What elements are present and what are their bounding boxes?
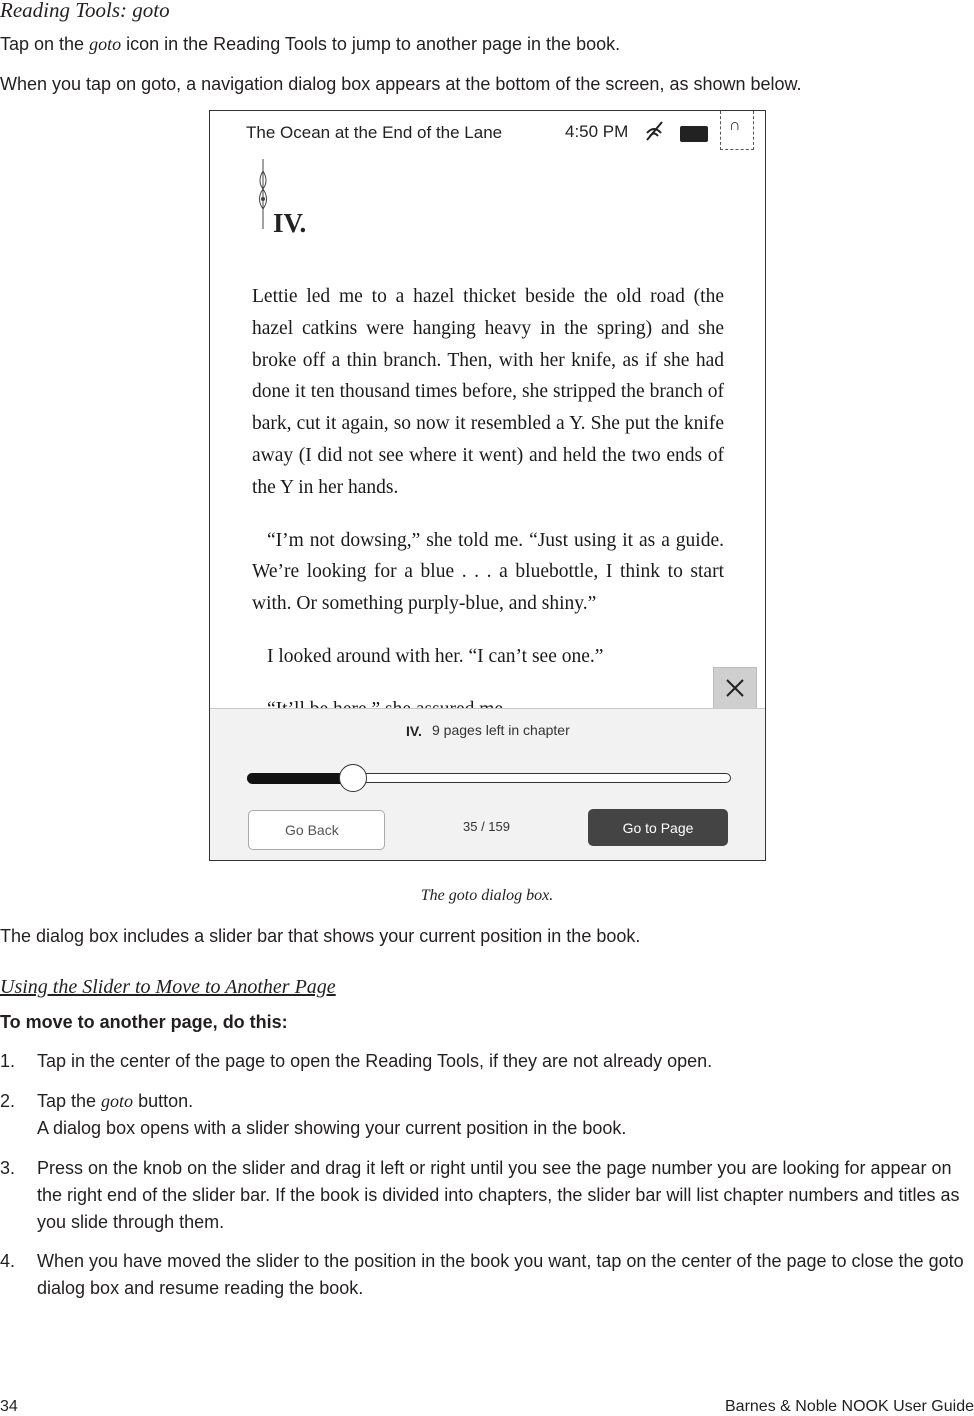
book-title: The Ocean at the End of the Lane [246, 123, 503, 142]
step-text: When you have moved the slider to the position in the book you want, tap on the center of the page to close the goto dialog box and resume reading the book. [37, 1251, 964, 1298]
intro-paragraph-1: Tap on the goto icon in the Reading Tools to jump to another page in the book. [0, 34, 621, 54]
book-paragraph: “I’m not dowsing,” she told me. “Just using it as a guide. We’re looking for a blue . . . a bluebottle, I think to start with. Or something purply-blue, and shiny.” [252, 529, 724, 615]
figure-caption: The goto dialog box. [420, 887, 554, 904]
step-number: 2. [0, 1091, 16, 1111]
step-text: Tap in the center of the page to open the Reading Tools, if they are not already open. [37, 1051, 713, 1071]
no-wifi-icon [643, 120, 665, 142]
step-number: 4. [0, 1251, 16, 1271]
goto-dialog [210, 708, 765, 861]
close-button[interactable] [713, 667, 757, 709]
step-text: Tap the goto button. A dialog box opens with a slider showing your current position in the book. [37, 1091, 627, 1138]
sub-heading: Using the Slider to Move to Another Page [0, 976, 336, 998]
clock: 4:50 PM [565, 122, 629, 141]
pages-left-label: 9 pages left in chapter [432, 722, 570, 738]
chapter-ornament-icon [256, 159, 270, 229]
step-text: Press on the knob on the slider and drag it left or right until you see the page number you are looking for appear on the right end of the slider bar. If the book is divided into chapters, the slider bar will list chapter numbers and titles as you slide through them. [37, 1158, 960, 1232]
section-title: Reading Tools: goto [0, 0, 170, 22]
bookmark-icon[interactable]: ∩ [720, 111, 754, 150]
step-number: 1. [0, 1051, 16, 1071]
page-number: 34 [0, 1398, 18, 1415]
intro-paragraph-2: When you tap on goto, a navigation dialog box appears at the bottom of the screen, as shown below. [0, 74, 802, 94]
go-back-button[interactable]: Go Back [248, 810, 385, 850]
go-to-page-button[interactable]: Go to Page [588, 809, 728, 846]
page-count: 35 / 159 [463, 819, 510, 834]
book-paragraph: Lettie led me to a hazel thicket beside the old road (the hazel catkins were hanging heavy in the spring) and she broke off a thin branch. Then, with her knife, as if she had done it ten thousand times before, she stripped the branch of bark, cut it again, so now it resembled a Y. She put the knife away (I did not see where it went) and held the two ends of the Y in her hands. [252, 286, 724, 498]
guide-title: Barnes & Noble NOOK User Guide [725, 1398, 974, 1415]
chapter-heading: IV. [273, 208, 307, 238]
slider-knob[interactable] [339, 764, 367, 792]
battery-icon [680, 126, 708, 142]
step-number: 3. [0, 1158, 16, 1178]
slider-fill [247, 773, 353, 784]
chapter-label: IV. [406, 723, 422, 739]
book-paragraph: I looked around with her. “I can’t see one.” [267, 645, 604, 667]
device-screenshot [209, 110, 766, 861]
procedure-lead: To move to another page, do this: [0, 1012, 288, 1032]
book-page-text [252, 281, 724, 726]
after-caption-paragraph: The dialog box includes a slider bar that shows your current position in the book. [0, 926, 641, 946]
close-icon [725, 678, 745, 698]
